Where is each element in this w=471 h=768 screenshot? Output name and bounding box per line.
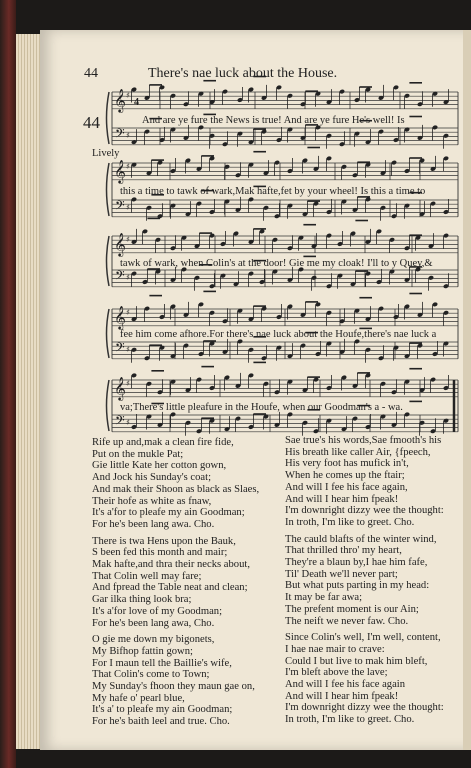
- verse-line: And will I hear him fpeak!: [285, 493, 399, 505]
- treble-clef-icon: 𝄞: [114, 159, 126, 183]
- bass-clef-icon: 𝄢: [115, 126, 125, 144]
- verse-line: The neift we never faw. Cho.: [285, 615, 409, 627]
- verse-line: And mak their Shoon as black as Slaes,: [92, 483, 260, 495]
- treble-clef-icon: 𝄞: [114, 88, 126, 112]
- verse-line: And will I hear him fpeak!: [285, 690, 399, 702]
- verse-line: I'm downright dizzy wee the thought:: [285, 702, 444, 714]
- sharp-icon: ♯: [126, 345, 130, 354]
- verse-line: In troth, I'm like to greet. Cho.: [285, 714, 415, 726]
- sharp-icon: ♯: [126, 273, 130, 282]
- verse-line: There is twa Hens upon the Bauk,: [92, 535, 236, 547]
- verse-line: Mak hafte,and thra their necks about,: [92, 559, 250, 571]
- verse-line: It may be far awa;: [285, 592, 363, 604]
- verse-line: And will I fee his face again,: [285, 481, 408, 493]
- verse-line: It's a'for to pleafe my ain Goodman;: [92, 507, 245, 519]
- verse-line: O gie me down my bigonets,: [92, 634, 215, 646]
- lyric-line: fee him come afhore.For there's nae luck about the Houfe,there's nae luck a: [120, 329, 437, 340]
- brace: [107, 309, 110, 358]
- verse-line: Gar ilka thing look bra;: [92, 594, 192, 606]
- bass-clef-icon: 𝄢: [115, 340, 125, 358]
- treble-clef-icon: 𝄞: [114, 305, 126, 329]
- lyric-line: this a time to tawk of wark,Mak hafte,fet by your wheel! Is this a time to: [120, 186, 426, 197]
- verse-line: For I maun tell the Baillie's wife,: [92, 657, 232, 669]
- verse-line: My hafe o' pearl blue,: [92, 692, 185, 704]
- verse-line: Since Colin's well, I'm well, content,: [285, 632, 441, 644]
- time-signature: 4: [134, 97, 139, 108]
- verse-line: Sae true's his words,Sae fmooth's his: [285, 435, 442, 446]
- verse-line: In troth, I'm like to greet. Cho.: [285, 516, 415, 528]
- sharp-icon: ♯: [126, 379, 130, 388]
- verse-line: That Colin's come to Town;: [92, 669, 210, 681]
- sharp-icon: ♯: [126, 418, 130, 427]
- verse-line: His very foot has mufick in't,: [285, 458, 409, 470]
- verse-line: But what puts parting in my head:: [285, 580, 430, 592]
- sharp-icon: ♯: [126, 162, 130, 171]
- verse-line: It's a'for love of my Goodman;: [92, 605, 223, 617]
- verse-line: For he's been lang awa. Cho.: [92, 518, 215, 530]
- verse-line: Gie little Kate her cotton gown,: [92, 460, 227, 472]
- verse-line: Rife up and,mak a clean fire fide,: [92, 437, 234, 448]
- verse-line: Til' Death we'll never part;: [285, 568, 398, 580]
- brace: [107, 163, 110, 216]
- verse-line: His breath like caller Air, {fpeech,: [285, 446, 431, 458]
- page-number: 44: [84, 66, 98, 81]
- verse-stanza: [285, 435, 465, 529]
- verse-line: I'm downright dizzy wee the thought:: [285, 505, 444, 517]
- verses-right-column: [285, 435, 465, 726]
- verse-stanza: [92, 536, 282, 630]
- verse-stanza: [285, 534, 465, 628]
- verse-stanza: [92, 634, 282, 728]
- brace: [107, 92, 110, 144]
- verse-line: And fpread the Table neat and clean;: [92, 582, 248, 594]
- verse-line: For he's been lang awa, Cho.: [92, 617, 215, 629]
- verse-line: It's a' to pleafe my ain Goodman;: [92, 704, 233, 716]
- verse-line: My Bifhop fattin gown;: [92, 645, 193, 657]
- verse-line: The prefent moment is our Ain;: [285, 603, 419, 615]
- brace: [107, 380, 110, 431]
- verse-stanza: [92, 437, 282, 531]
- verse-line: I'm bleft above the lave;: [285, 667, 388, 679]
- verse-line: I hae nae mair to crave:: [285, 643, 385, 655]
- verse-line: The cauld blafts of the winter wind,: [285, 533, 437, 545]
- verse-line: Their hofe as white as fnaw,: [92, 495, 212, 507]
- verse-line: My Sunday's fhoon they maun gae on,: [92, 681, 255, 693]
- sharp-icon: ♯: [126, 131, 130, 140]
- sharp-icon: ♯: [126, 308, 130, 317]
- bass-clef-icon: 𝄢: [115, 198, 125, 216]
- treble-clef-icon: 𝄞: [114, 376, 126, 400]
- lyric-line: va;There's little pleafure in the Houfe, when our Goodman's a - wa.: [120, 402, 403, 413]
- verse-line: When he comes up the ftair;: [285, 470, 405, 482]
- verse-line: Put on the mukle Pat;: [92, 448, 184, 460]
- verse-stanza: [285, 632, 465, 726]
- bass-clef-icon: 𝄢: [115, 413, 125, 431]
- bass-clef-icon: 𝄢: [115, 268, 125, 286]
- verse-line: And Jock his Sunday's coat;: [92, 472, 212, 484]
- verse-line: S been fed this month and mair;: [92, 547, 228, 559]
- verse-line: Could I but live to mak him bleft,: [285, 655, 428, 667]
- tempo-marking: Lively: [92, 148, 120, 159]
- verse-line: For he's baith leel and true. Cho.: [92, 716, 230, 728]
- song-number: 44: [83, 113, 100, 132]
- verses-left-column: [92, 437, 282, 728]
- lyric-line: And are ye fure the News is true! And are ye fure He's well! Is: [142, 115, 405, 126]
- verse-line: And will I fee his face again: [285, 679, 406, 691]
- verse-line: They're a blaun by,I hae him fafe,: [285, 557, 428, 569]
- sharp-icon: ♯: [126, 91, 130, 100]
- treble-clef-icon: 𝄞: [114, 232, 126, 256]
- sharp-icon: ♯: [126, 203, 130, 212]
- sharp-icon: ♯: [126, 235, 130, 244]
- lyric-line: tawk of wark, when Colin's at the door! Gie me my cloak! I'll to y Quey,&: [120, 258, 433, 269]
- verse-line: That Colin well may fare;: [92, 570, 202, 582]
- brace: [107, 236, 110, 286]
- song-title: There's nae luck about the House.: [148, 66, 338, 81]
- verse-line: That thrilled thro' my heart,: [285, 545, 402, 557]
